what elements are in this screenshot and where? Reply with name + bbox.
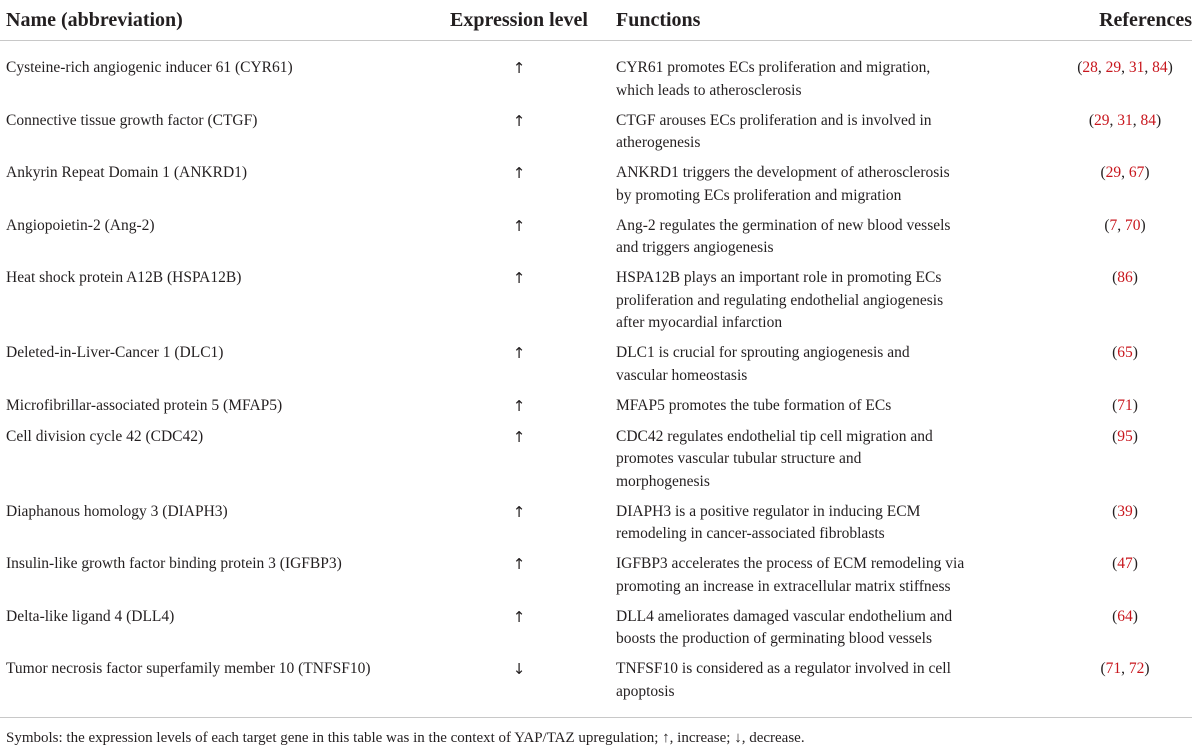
- reference-link[interactable]: 47: [1117, 555, 1133, 572]
- table-body: [0, 41, 1192, 710]
- function-text: CDC42 regulates endothelial tip cell migration and: [616, 427, 933, 445]
- arrow-up-icon: ↑: [512, 607, 526, 626]
- expression-cell: [428, 41, 610, 110]
- table-footnote: Symbols: the expression levels of each target gene in this table was in the context of YAP/TAZ upregulation; ↑, increase; ↓, decrease.: [6, 730, 805, 746]
- function-text: HSPA12B plays an important role in promoting ECs: [616, 269, 942, 286]
- expression-cell: [428, 110, 610, 163]
- function-text: CYR61 promotes ECs proliferation and migration,: [616, 59, 931, 76]
- references-cell: (71): [1112, 396, 1138, 414]
- function-text: by promoting ECs proliferation and migration: [616, 186, 902, 204]
- function-cell: [610, 267, 1058, 342]
- function-cell: [610, 658, 1058, 709]
- function-cell: [610, 342, 1058, 395]
- function-text: and triggers angiogenesis: [616, 239, 774, 256]
- expression-cell: [428, 658, 610, 709]
- expression-cell: [428, 606, 610, 659]
- function-text: morphogenesis: [616, 472, 710, 490]
- references-cell: (29, 31, 84): [1088, 111, 1162, 129]
- header-functions: Functions: [610, 0, 1058, 41]
- table-bottom-rule: [0, 717, 1192, 718]
- table-row: [0, 553, 1192, 606]
- gene-name-cell: Delta-like ligand 4 (DLL4): [6, 607, 175, 625]
- function-text: atherogenesis: [616, 134, 701, 151]
- arrow-up-icon: ↑: [512, 502, 526, 521]
- reference-link[interactable]: 72: [1128, 660, 1145, 677]
- table-row: [0, 342, 1192, 395]
- reference-link[interactable]: 7: [1109, 216, 1118, 234]
- reference-link[interactable]: 70: [1125, 216, 1141, 234]
- header-references: References: [1058, 0, 1192, 41]
- gene-name-cell: Angiopoietin-2 (Ang-2): [6, 216, 155, 234]
- function-cell: [610, 501, 1058, 554]
- reference-link[interactable]: 29: [1105, 164, 1122, 181]
- table-row: [0, 395, 1192, 426]
- gene-name-cell: Cell division cycle 42 (CDC42): [6, 427, 204, 445]
- function-cell: [610, 110, 1058, 163]
- table-row: [0, 41, 1192, 110]
- expression-cell: [428, 267, 610, 342]
- reference-link[interactable]: 31: [1117, 111, 1133, 129]
- table-row: [0, 162, 1192, 215]
- function-text: DLC1 is crucial for sprouting angiogenesis and: [616, 344, 910, 361]
- expression-cell: [428, 162, 610, 215]
- function-text: MFAP5 promotes the tube formation of ECs: [616, 396, 892, 414]
- function-text: promotes vascular tubular structure and: [616, 450, 862, 467]
- table-row: [0, 658, 1192, 709]
- reference-link[interactable]: 84: [1152, 59, 1168, 76]
- gene-name-cell: Diaphanous homology 3 (DIAPH3): [6, 502, 228, 520]
- references-cell: (47): [1112, 555, 1138, 572]
- function-text: IGFBP3 accelerates the process of ECM remodeling via: [616, 555, 965, 572]
- expression-cell: [428, 395, 610, 426]
- function-cell: [610, 215, 1058, 268]
- function-text: which leads to atherosclerosis: [616, 81, 802, 99]
- gene-name-cell: Tumor necrosis factor superfamily member 10 (TNFSF10): [6, 660, 371, 677]
- header-name: Name (abbreviation): [0, 0, 428, 41]
- gene-name-cell: Cysteine-rich angiogenic inducer 61 (CYR61): [6, 59, 293, 76]
- table-row: [0, 501, 1192, 554]
- reference-link[interactable]: 64: [1117, 607, 1133, 625]
- function-cell: [610, 426, 1058, 501]
- arrow-up-icon: ↑: [512, 111, 526, 130]
- function-text: ANKRD1 triggers the development of atherosclerosis: [616, 164, 950, 181]
- function-text: apoptosis: [616, 682, 675, 700]
- table-row: [0, 267, 1192, 342]
- gene-name-cell: Connective tissue growth factor (CTGF): [6, 111, 258, 129]
- reference-link[interactable]: 65: [1117, 344, 1133, 361]
- references-cell: (95): [1112, 427, 1138, 445]
- arrow-down-icon: ↓: [512, 660, 526, 678]
- references-cell: (7, 70): [1104, 216, 1146, 234]
- function-text: remodeling in cancer-associated fibroblasts: [616, 525, 885, 542]
- arrow-up-icon: ↑: [512, 396, 526, 415]
- references-cell: (29, 67): [1100, 164, 1150, 181]
- gene-name-cell: Ankyrin Repeat Domain 1 (ANKRD1): [6, 164, 248, 181]
- reference-link[interactable]: 95: [1117, 427, 1133, 445]
- table-header: [0, 0, 1192, 41]
- function-text: DLL4 ameliorates damaged vascular endothelium and: [616, 607, 953, 625]
- table-row: [0, 215, 1192, 268]
- function-text: proliferation and regulating endothelial angiogenesis: [616, 291, 944, 309]
- arrow-up-icon: ↑: [512, 164, 526, 182]
- function-cell: [610, 41, 1058, 110]
- arrow-up-icon: ↑: [512, 216, 526, 235]
- references-cell: (39): [1112, 502, 1138, 520]
- function-cell: [610, 395, 1058, 426]
- references-cell: (71, 72): [1100, 660, 1150, 677]
- reference-link[interactable]: 39: [1117, 502, 1133, 520]
- expression-cell: [428, 215, 610, 268]
- reference-link[interactable]: 86: [1117, 269, 1133, 286]
- references-cell: (86): [1112, 269, 1138, 286]
- function-cell: [610, 162, 1058, 215]
- function-text: TNFSF10 is considered as a regulator involved in cell: [616, 660, 951, 677]
- gene-name-cell: Deleted-in-Liver-Cancer 1 (DLC1): [6, 344, 224, 361]
- arrow-up-icon: ↑: [512, 555, 526, 573]
- function-cell: [610, 553, 1058, 606]
- reference-link[interactable]: 28: [1082, 59, 1098, 76]
- header-expression: Expression level: [428, 0, 610, 41]
- function-text: CTGF arouses ECs proliferation and is involved in: [616, 111, 932, 129]
- references-cell: (65): [1112, 344, 1138, 361]
- table-row: [0, 110, 1192, 163]
- references-cell: (64): [1112, 607, 1138, 625]
- gene-name-cell: Microfibrillar-associated protein 5 (MFAP5): [6, 396, 283, 414]
- reference-link[interactable]: 31: [1128, 59, 1145, 76]
- references-cell: (28, 29, 31, 84): [1077, 59, 1173, 76]
- arrow-up-icon: ↑: [512, 269, 526, 287]
- expression-cell: [428, 426, 610, 501]
- arrow-up-icon: ↑: [512, 427, 526, 446]
- expression-cell: [428, 342, 610, 395]
- reference-link[interactable]: 84: [1140, 111, 1156, 129]
- function-text: promoting an increase in extracellular matrix stiffness: [616, 577, 951, 595]
- reference-link[interactable]: 29: [1105, 59, 1122, 76]
- arrow-up-icon: ↑: [512, 344, 526, 362]
- expression-cell: [428, 501, 610, 554]
- reference-link[interactable]: 67: [1128, 164, 1145, 181]
- reference-link[interactable]: 71: [1105, 660, 1122, 677]
- gene-name-cell: Heat shock protein A12B (HSPA12B): [6, 269, 242, 286]
- reference-link[interactable]: 29: [1094, 111, 1110, 129]
- function-text: boosts the production of germinating blood vessels: [616, 630, 932, 647]
- function-text: vascular homeostasis: [616, 366, 748, 384]
- function-text: DIAPH3 is a positive regulator in inducing ECM: [616, 502, 921, 520]
- reference-link[interactable]: 71: [1117, 396, 1133, 414]
- table-row: [0, 426, 1192, 501]
- expression-cell: [428, 553, 610, 606]
- function-text: Ang-2 regulates the germination of new blood vessels: [616, 216, 951, 234]
- function-cell: [610, 606, 1058, 659]
- gene-name-cell: Insulin-like growth factor binding protein 3 (IGFBP3): [6, 555, 342, 572]
- function-text: after myocardial infarction: [616, 314, 783, 331]
- table-row: [0, 606, 1192, 659]
- arrow-up-icon: ↑: [512, 59, 526, 77]
